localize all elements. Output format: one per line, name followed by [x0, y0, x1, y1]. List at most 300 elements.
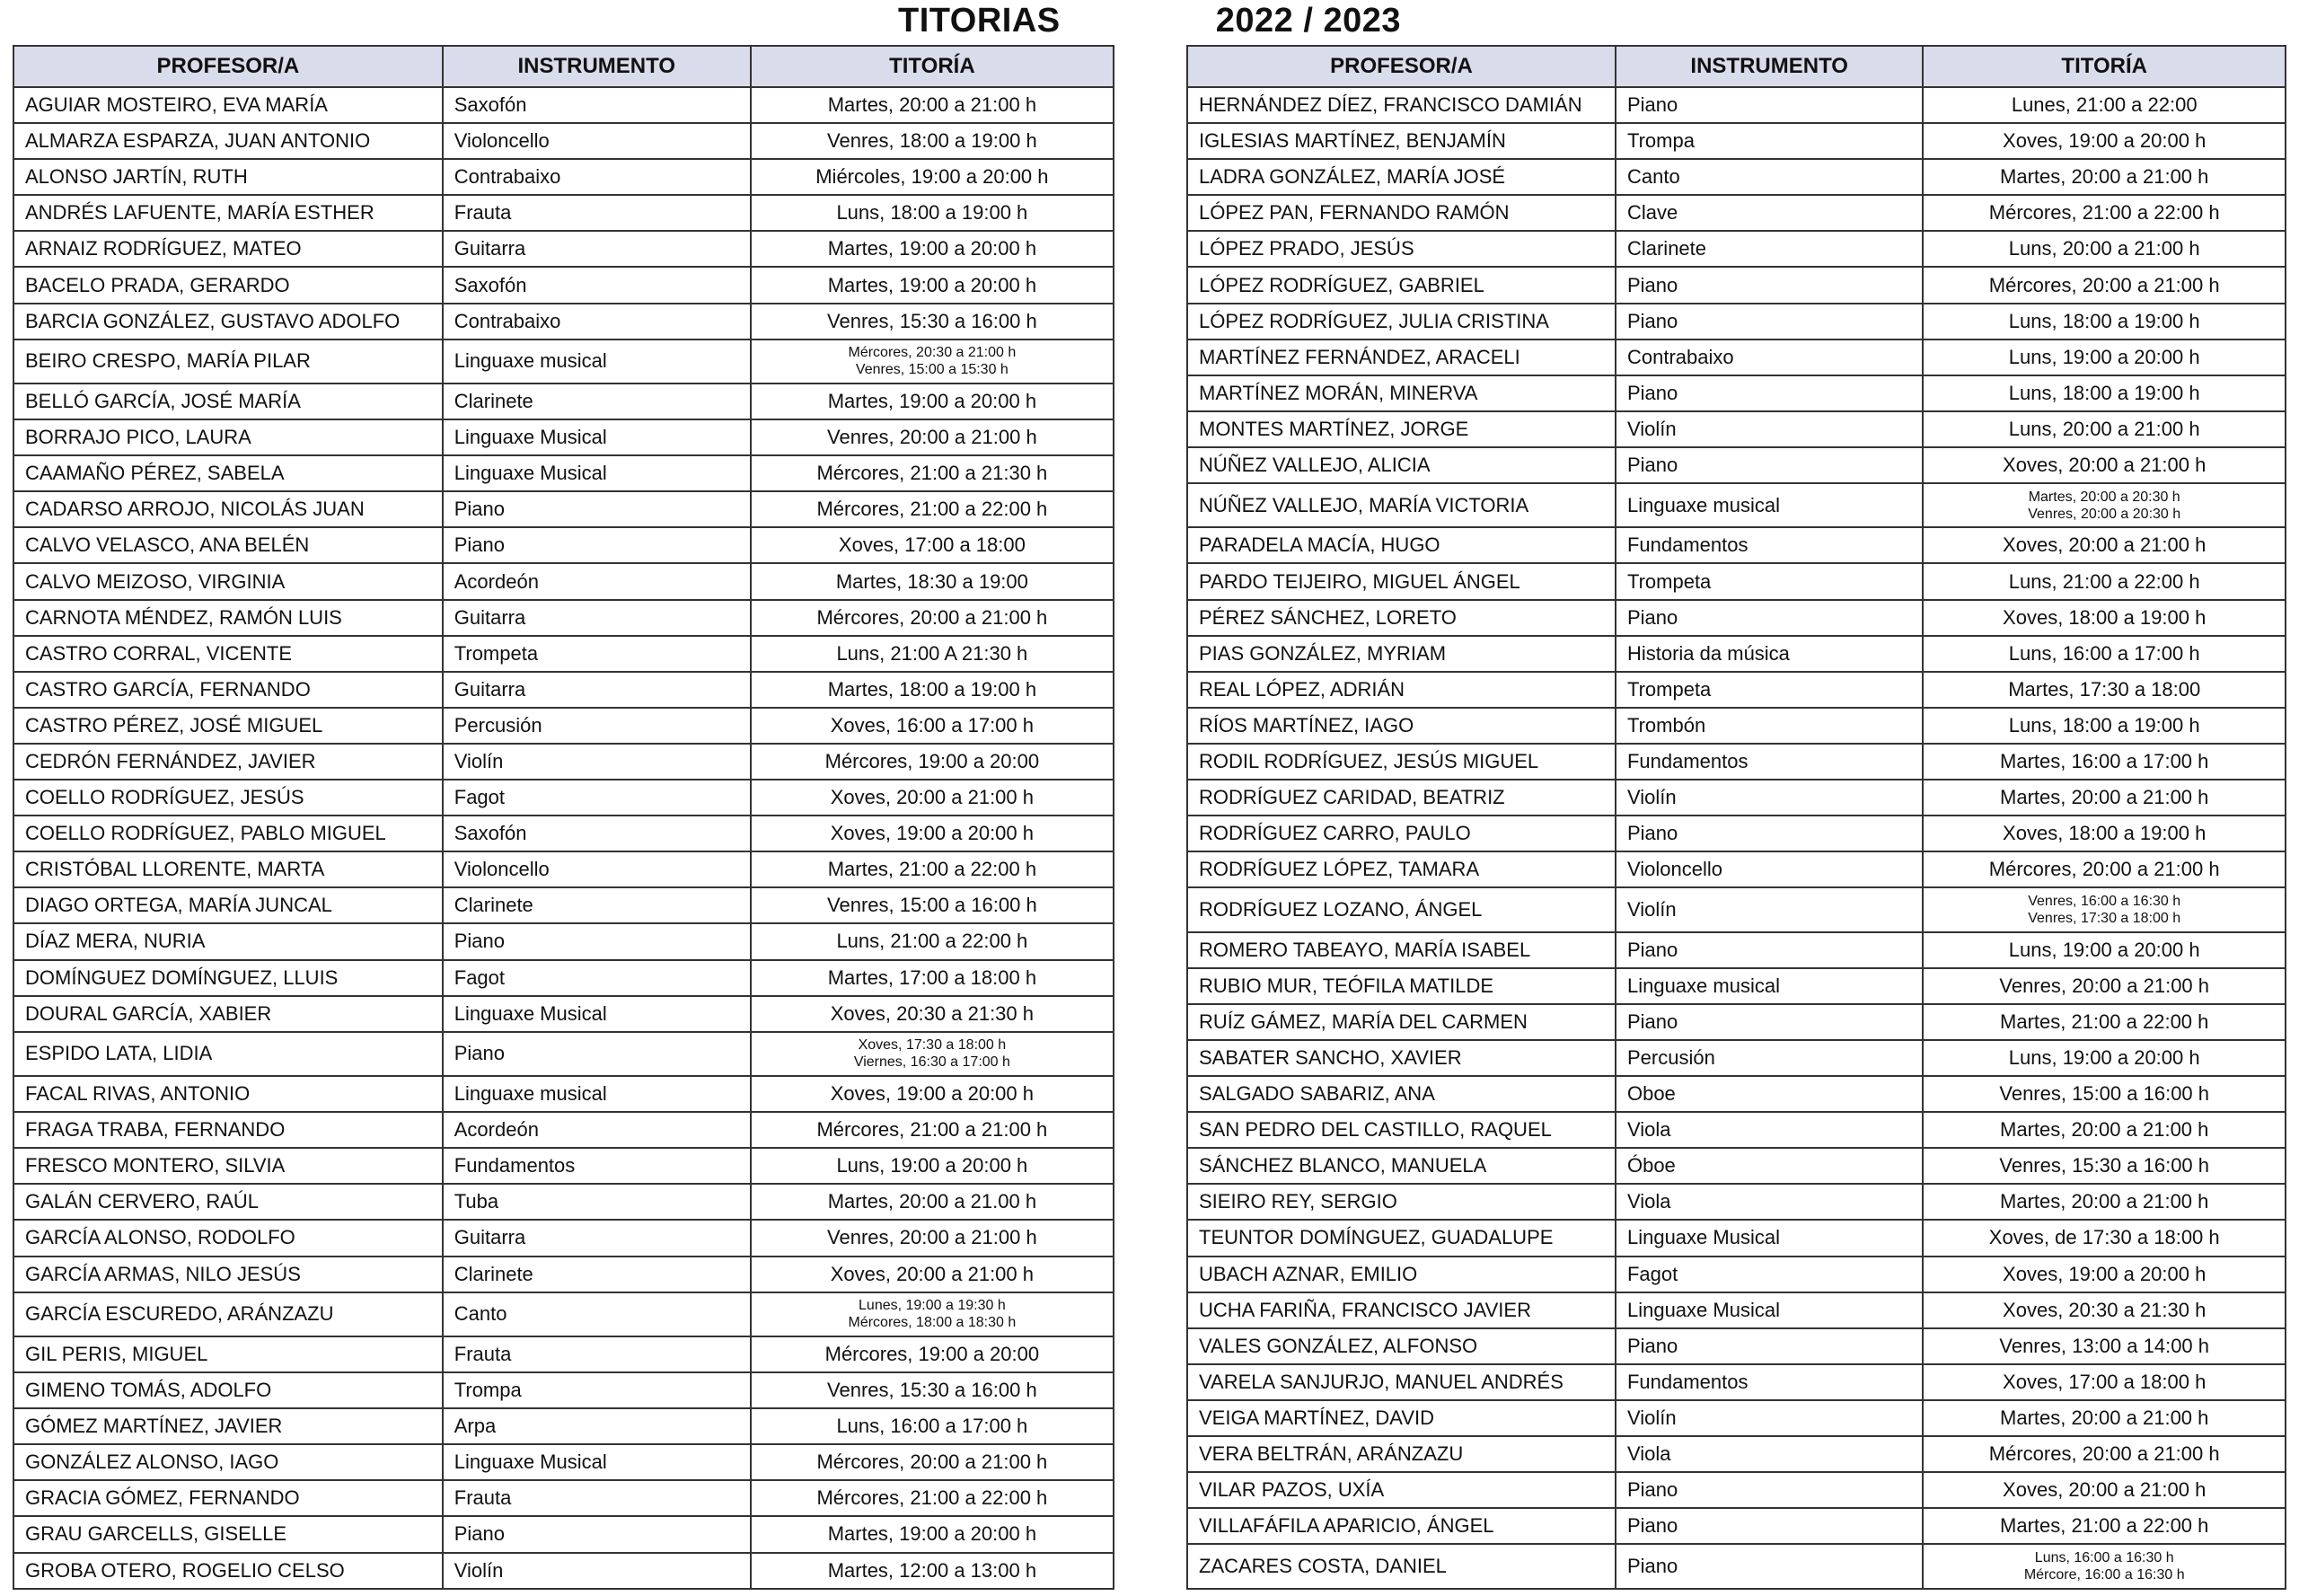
tutoring-time — [1923, 123, 2286, 159]
tutoring-time — [1923, 1508, 2286, 1544]
teacher-name: SIEIRO REY, SERGIO — [1187, 1184, 1616, 1220]
tutoring-time — [751, 1408, 1114, 1444]
instrument: Piano — [443, 923, 751, 959]
tutoring-time — [751, 600, 1114, 636]
tutoring-slot: Xoves, 17:30 a 18:00 h — [858, 1037, 1007, 1054]
tutoring-time — [751, 960, 1114, 996]
teacher-name: GALÁN CERVERO, RAÚL — [13, 1184, 443, 1220]
tutoring-time — [1923, 483, 2286, 527]
table-row — [1187, 375, 2286, 411]
tutoring-time — [751, 744, 1114, 780]
instrument: Fagot — [1616, 1257, 1923, 1292]
tutoring-slot: Martes, 20:00 a 21:00 h — [2000, 1118, 2209, 1142]
tutoring-time — [1923, 1436, 2286, 1472]
tutoring-time — [1923, 1544, 2286, 1589]
tutoring-slot: Martes, 19:00 a 20:00 h — [827, 390, 1037, 413]
table-row — [1187, 1328, 2286, 1364]
tutoring-time — [1923, 87, 2286, 123]
table-row — [1187, 231, 2286, 267]
tutoring-slot: Martes, 21:00 a 22:00 h — [827, 858, 1037, 881]
instrument: Linguaxe musical — [1616, 483, 1923, 527]
instrument: Fundamentos — [1616, 1364, 1923, 1400]
instrument: Viola — [1616, 1184, 1923, 1220]
tutoring-time — [1923, 1364, 2286, 1400]
tutoring-slot: Venres, 16:00 a 16:30 h — [2028, 893, 2181, 909]
tutoring-slot: Venres, 15:30 a 16:00 h — [1999, 1154, 2210, 1177]
tutoring-time — [1923, 932, 2286, 968]
instrument: Violín — [1616, 780, 1923, 816]
instrument: Guitarra — [443, 600, 751, 636]
teacher-name: GIL PERIS, MIGUEL — [13, 1336, 443, 1372]
tutoring-time — [1923, 1328, 2286, 1364]
tutoring-slot: Xoves, 18:00 a 19:00 h — [2003, 605, 2207, 629]
instrument: Linguaxe musical — [1616, 968, 1923, 1004]
tutoring-slot: Luns, 21:00 a 22:00 h — [836, 930, 1028, 953]
teacher-name: SALGADO SABARIZ, ANA — [1187, 1076, 1616, 1112]
tutoring-slot: Mércores, 21:00 a 22:00 h — [816, 1486, 1048, 1510]
tutoring-slot: Luns, 20:00 a 21:00 h — [2008, 237, 2200, 260]
instrument: Canto — [443, 1292, 751, 1336]
teacher-name: GROBA OTERO, ROGELIO CELSO — [13, 1553, 443, 1590]
tutoring-time — [1923, 887, 2286, 931]
instrument: Percusión — [1616, 1040, 1923, 1076]
table-row — [1187, 932, 2286, 968]
tutoring-slot: Mércores, 20:30 a 21:00 h — [848, 345, 1017, 361]
table-row — [13, 996, 1114, 1032]
table-row — [1187, 563, 2286, 599]
teacher-name: VERA BELTRÁN, ARÁNZAZU — [1187, 1436, 1616, 1472]
tutoring-slot: Xoves, 18:00 a 19:00 h — [2003, 822, 2207, 845]
instrument: Piano — [1616, 304, 1923, 339]
tutoring-slot: Luns, 19:00 a 20:00 h — [836, 1154, 1028, 1177]
tutoring-slot: Xoves, de 17:30 a 18:00 h — [1988, 1226, 2220, 1249]
title-year: 2022 / 2023 — [1215, 1, 1401, 40]
instrument: Canto — [1616, 159, 1923, 195]
teacher-name: LÓPEZ RODRÍGUEZ, JULIA CRISTINA — [1187, 304, 1616, 339]
instrument: Piano — [1616, 375, 1923, 411]
teacher-name: ROMERO TABEAYO, MARÍA ISABEL — [1187, 932, 1616, 968]
table-row — [1187, 411, 2286, 447]
table-row — [13, 195, 1114, 231]
teacher-name: UCHA FARIÑA, FRANCISCO JAVIER — [1187, 1292, 1616, 1328]
tutoring-time — [751, 1292, 1114, 1336]
teacher-name: GIMENO TOMÁS, ADOLFO — [13, 1372, 443, 1408]
tutoring-slot: Martes, 18:00 a 19:00 h — [827, 677, 1037, 701]
table-row — [1187, 159, 2286, 195]
table-row — [1187, 636, 2286, 672]
table-row — [13, 231, 1114, 267]
tutoring-time — [1923, 563, 2286, 599]
tutoring-time — [751, 996, 1114, 1032]
tutoring-time — [751, 384, 1114, 419]
tutoring-time — [1923, 1292, 2286, 1328]
tutoring-slot: Martes, 20:00 a 20:30 h — [2028, 489, 2180, 505]
instrument: Violoncello — [443, 851, 751, 887]
table-row — [1187, 123, 2286, 159]
header-profesor: PROFESOR/A — [1187, 46, 1616, 87]
tutoring-slot: Luns, 21:00 a 22:00 h — [2008, 569, 2200, 593]
tutoring-time — [1923, 1220, 2286, 1256]
instrument: Trombón — [1616, 708, 1923, 744]
teacher-name: RODRÍGUEZ LOZANO, ÁNGEL — [1187, 887, 1616, 931]
tutoring-time — [1923, 1076, 2286, 1112]
instrument: Guitarra — [443, 231, 751, 267]
instrument: Piano — [1616, 600, 1923, 636]
tutoring-time — [1923, 968, 2286, 1004]
teacher-name: RODRÍGUEZ LÓPEZ, TAMARA — [1187, 851, 1616, 887]
instrument: Contrabaixo — [443, 159, 751, 195]
teacher-name: ZACARES COSTA, DANIEL — [1187, 1544, 1616, 1589]
instrument: Fagot — [443, 960, 751, 996]
teacher-name: LÓPEZ PAN, FERNANDO RAMÓN — [1187, 195, 1616, 231]
table-row — [1187, 1040, 2286, 1076]
tutoring-time — [1923, 339, 2286, 375]
tutoring-slot: Venres, 20:00 a 21:00 h — [827, 426, 1037, 449]
table-row — [1187, 1436, 2286, 1472]
tutoring-slot: Martes, 20:00 a 21:00 h — [827, 93, 1037, 117]
teacher-name: VILAR PAZOS, UXÍA — [1187, 1472, 1616, 1508]
teacher-name: CARNOTA MÉNDEZ, RAMÓN LUIS — [13, 600, 443, 636]
tutoring-slot: Martes, 17:30 a 18:00 — [2008, 677, 2201, 701]
teacher-name: COELLO RODRÍGUEZ, JESÚS — [13, 780, 443, 816]
teacher-name: ANDRÉS LAFUENTE, MARÍA ESTHER — [13, 195, 443, 231]
table-row — [1187, 672, 2286, 708]
tutoring-slot: Xoves, 20:00 a 21:00 h — [830, 786, 1035, 809]
teacher-name: LÓPEZ PRADO, JESÚS — [1187, 231, 1616, 267]
table-row — [1187, 1544, 2286, 1589]
tutoring-slot: Luns, 16:00 a 17:00 h — [836, 1415, 1028, 1438]
tutoring-slot: Martes, 20:00 a 21:00 h — [2000, 786, 2209, 809]
table-row — [13, 1112, 1114, 1148]
instrument: Clave — [1616, 195, 1923, 231]
tutoring-time — [751, 1076, 1114, 1112]
teacher-name: FACAL RIVAS, ANTONIO — [13, 1076, 443, 1112]
instrument: Saxofón — [443, 267, 751, 303]
tutoring-slot: Venres, 20:00 a 21:00 h — [827, 1226, 1037, 1249]
tutoring-time — [751, 1112, 1114, 1148]
tutoring-slot: Xoves, 19:00 a 20:00 h — [2003, 129, 2207, 153]
table-row — [13, 1408, 1114, 1444]
tutoring-slot: Miércoles, 19:00 a 20:00 h — [815, 165, 1049, 189]
teacher-name: DIAGO ORTEGA, MARÍA JUNCAL — [13, 887, 443, 923]
tutoring-time — [1923, 851, 2286, 887]
table-row — [13, 563, 1114, 599]
teacher-name: CALVO VELASCO, ANA BELÉN — [13, 527, 443, 563]
instrument: Viola — [1616, 1112, 1923, 1148]
instrument: Trompa — [1616, 123, 1923, 159]
instrument: Trompeta — [1616, 563, 1923, 599]
tutoring-time — [751, 159, 1114, 195]
teacher-name: GARCÍA ARMAS, NILO JESÚS — [13, 1257, 443, 1292]
teacher-name: SÁNCHEZ BLANCO, MANUELA — [1187, 1148, 1616, 1184]
tutoring-slot: Xoves, 17:00 a 18:00 — [838, 533, 1026, 557]
tutoring-slot: Luns, 18:00 a 19:00 h — [2008, 381, 2200, 404]
table-row — [1187, 1292, 2286, 1328]
table-row — [13, 419, 1114, 455]
instrument: Violín — [1616, 1400, 1923, 1436]
teacher-name: NÚÑEZ VALLEJO, MARÍA VICTORIA — [1187, 483, 1616, 527]
instrument: Fagot — [443, 780, 751, 816]
tutoring-slot: Venres, 20:00 a 21:00 h — [1999, 974, 2210, 997]
instrument: Fundamentos — [1616, 527, 1923, 563]
tutoring-time — [1923, 527, 2286, 563]
teacher-name: RÍOS MARTÍNEZ, IAGO — [1187, 708, 1616, 744]
tutoring-slot: Venres, 15:30 a 16:00 h — [827, 309, 1037, 332]
tutoring-time — [1923, 375, 2286, 411]
teacher-name: CALVO MEIZOSO, VIRGINIA — [13, 563, 443, 599]
tutoring-slot: Xoves, 19:00 a 20:00 h — [2003, 1262, 2207, 1285]
instrument: Piano — [443, 1516, 751, 1552]
tutoring-time — [1923, 1257, 2286, 1292]
instrument: Piano — [443, 527, 751, 563]
table-row — [13, 851, 1114, 887]
table-row — [13, 267, 1114, 303]
instrument: Piano — [1616, 816, 1923, 851]
tutoring-time — [1923, 1148, 2286, 1184]
table-row — [13, 780, 1114, 816]
teacher-name: RODRÍGUEZ CARIDAD, BEATRIZ — [1187, 780, 1616, 816]
tutoring-time — [751, 1372, 1114, 1408]
teacher-name: VALES GONZÁLEZ, ALFONSO — [1187, 1328, 1616, 1364]
instrument: Linguaxe Musical — [443, 996, 751, 1032]
instrument: Piano — [443, 1032, 751, 1076]
teacher-name: TEUNTOR DOMÍNGUEZ, GUADALUPE — [1187, 1220, 1616, 1256]
tutoring-slot: Luns, 18:00 a 19:00 h — [2008, 713, 2200, 736]
teacher-name: PARADELA MACÍA, HUGO — [1187, 527, 1616, 563]
teacher-name: VILLAFÁFILA APARICIO, ÁNGEL — [1187, 1508, 1616, 1544]
tutoring-time — [1923, 816, 2286, 851]
tutoring-slot: Luns, 18:00 a 19:00 h — [2008, 309, 2200, 332]
table-row — [1187, 1472, 2286, 1508]
table-row — [1187, 447, 2286, 483]
tutoring-slot: Mércores, 21:00 a 21:00 h — [816, 1118, 1048, 1142]
table-row — [1187, 744, 2286, 780]
tutoring-time — [751, 636, 1114, 672]
tutoring-slot: Martes, 17:00 a 18:00 h — [827, 966, 1037, 989]
tutoring-time — [1923, 159, 2286, 195]
table-row — [13, 1076, 1114, 1112]
table-row — [13, 960, 1114, 996]
teacher-name: GARCÍA ALONSO, RODOLFO — [13, 1220, 443, 1256]
instrument: Trompeta — [1616, 672, 1923, 708]
table-row — [13, 304, 1114, 339]
instrument: Contrabaixo — [1616, 339, 1923, 375]
teacher-name: PIAS GONZÁLEZ, MYRIAM — [1187, 636, 1616, 672]
tutoring-time — [751, 708, 1114, 744]
table-row — [1187, 1220, 2286, 1256]
instrument: Violín — [1616, 411, 1923, 447]
instrument: Tuba — [443, 1184, 751, 1220]
tutoring-table-left — [13, 45, 1114, 1590]
tutoring-slot: Luns, 20:00 a 21:00 h — [2008, 417, 2200, 440]
tutoring-time — [751, 1444, 1114, 1480]
instrument: Oboe — [1616, 1076, 1923, 1112]
instrument: Piano — [1616, 1004, 1923, 1040]
teacher-name: ESPIDO LATA, LIDIA — [13, 1032, 443, 1076]
tutoring-slot: Venres, 15:30 a 16:00 h — [827, 1379, 1037, 1402]
teacher-name: BARCIA GONZÁLEZ, GUSTAVO ADOLFO — [13, 304, 443, 339]
instrument: Violín — [443, 1553, 751, 1590]
teacher-name: GARCÍA ESCUREDO, ARÁNZAZU — [13, 1292, 443, 1336]
table-row — [13, 1184, 1114, 1220]
tutoring-time — [1923, 267, 2286, 303]
document-title — [898, 0, 1401, 41]
tutoring-time — [1923, 1472, 2286, 1508]
tutoring-time — [751, 1480, 1114, 1516]
tutoring-slot: Mércores, 19:00 a 20:00 — [824, 749, 1040, 772]
table-row — [1187, 1257, 2286, 1292]
instrument: Violín — [443, 744, 751, 780]
instrument: Linguaxe Musical — [443, 455, 751, 491]
table-row — [1187, 1004, 2286, 1040]
teacher-name: CASTRO GARCÍA, FERNANDO — [13, 672, 443, 708]
tutoring-time — [1923, 1400, 2286, 1436]
table-row — [13, 87, 1114, 123]
table-row — [1187, 1184, 2286, 1220]
teacher-name: BEIRO CRESPO, MARÍA PILAR — [13, 339, 443, 384]
instrument: Óboe — [1616, 1148, 1923, 1184]
table-row — [13, 816, 1114, 851]
tutoring-time — [751, 1148, 1114, 1184]
teacher-name: FRAGA TRABA, FERNANDO — [13, 1112, 443, 1148]
teacher-name: LÓPEZ RODRÍGUEZ, GABRIEL — [1187, 267, 1616, 303]
tutoring-time — [751, 195, 1114, 231]
tutoring-time — [751, 527, 1114, 563]
teacher-name: CASTRO PÉREZ, JOSÉ MIGUEL — [13, 708, 443, 744]
teacher-name: MARTÍNEZ MORÁN, MINERVA — [1187, 375, 1616, 411]
teacher-name: RODIL RODRÍGUEZ, JESÚS MIGUEL — [1187, 744, 1616, 780]
header-row — [13, 46, 1114, 87]
tutoring-slot: Lunes, 21:00 a 22:00 — [2011, 93, 2198, 117]
tutoring-slot: Xoves, 19:00 a 20:00 h — [830, 1082, 1035, 1106]
table-row — [1187, 1112, 2286, 1148]
tutoring-time — [1923, 780, 2286, 816]
header-instrumento: INSTRUMENTO — [1616, 46, 1923, 87]
tutoring-time — [751, 851, 1114, 887]
tutoring-slot: Luns, 18:00 a 19:00 h — [836, 201, 1028, 225]
tutoring-slot: Luns, 21:00 A 21:30 h — [836, 641, 1028, 665]
instrument: Violín — [1616, 887, 1923, 931]
table-row — [1187, 851, 2286, 887]
instrument: Piano — [1616, 447, 1923, 483]
tutoring-time — [1923, 1004, 2286, 1040]
table-row — [1187, 887, 2286, 931]
table-row — [1187, 1400, 2286, 1436]
teacher-name: DOMÍNGUEZ DOMÍNGUEZ, LLUIS — [13, 960, 443, 996]
tutoring-slot: Martes, 19:00 a 20:00 h — [827, 1522, 1037, 1546]
table-row — [13, 1292, 1114, 1336]
teacher-name: ALMARZA ESPARZA, JUAN ANTONIO — [13, 123, 443, 159]
tutoring-table-right — [1186, 45, 2286, 1590]
teacher-name: RUÍZ GÁMEZ, MARÍA DEL CARMEN — [1187, 1004, 1616, 1040]
tutoring-slot: Venres, 15:00 a 16:00 h — [827, 894, 1037, 917]
table-row — [1187, 816, 2286, 851]
teacher-name: LADRA GONZÁLEZ, MARÍA JOSÉ — [1187, 159, 1616, 195]
instrument: Piano — [1616, 1472, 1923, 1508]
teacher-name: GRAU GARCELLS, GISELLE — [13, 1516, 443, 1552]
instrument: Saxofón — [443, 816, 751, 851]
tutoring-slot: Venres, 20:00 a 20:30 h — [2028, 506, 2181, 522]
tutoring-time — [1923, 195, 2286, 231]
tutoring-time — [751, 419, 1114, 455]
tutoring-slot: Xoves, 20:00 a 21:00 h — [2003, 453, 2207, 476]
tutoring-slot: Luns, 16:00 a 16:30 h — [2034, 1550, 2174, 1566]
instrument: Acordeón — [443, 563, 751, 599]
table-row — [1187, 1076, 2286, 1112]
table-row — [13, 1553, 1114, 1590]
table-row — [1187, 483, 2286, 527]
tutoring-slot: Mércores, 20:00 a 21:00 h — [1988, 273, 2220, 296]
tutoring-time — [751, 1516, 1114, 1552]
tutoring-time — [751, 1553, 1114, 1590]
tutoring-time — [1923, 1184, 2286, 1220]
teacher-name: VARELA SANJURJO, MANUEL ANDRÉS — [1187, 1364, 1616, 1400]
teacher-name: DÍAZ MERA, NURIA — [13, 923, 443, 959]
table-row — [13, 1516, 1114, 1552]
instrument: Guitarra — [443, 1220, 751, 1256]
teacher-name: MARTÍNEZ FERNÁNDEZ, ARACELI — [1187, 339, 1616, 375]
tutoring-slot: Martes, 20:00 a 21.00 h — [827, 1190, 1037, 1213]
tutoring-time — [1923, 636, 2286, 672]
tutoring-slot: Martes, 12:00 a 13:00 h — [827, 1558, 1037, 1582]
tutoring-slot: Xoves, 20:00 a 21:00 h — [830, 1262, 1035, 1285]
tutoring-time — [1923, 744, 2286, 780]
table-row — [1187, 1148, 2286, 1184]
table-body-left — [13, 87, 1114, 1589]
table-row — [13, 1444, 1114, 1480]
instrument: Frauta — [443, 195, 751, 231]
instrument: Piano — [1616, 267, 1923, 303]
teacher-name: GRACIA GÓMEZ, FERNANDO — [13, 1480, 443, 1516]
tutoring-time — [751, 1336, 1114, 1372]
tutoring-time — [751, 231, 1114, 267]
tutoring-time — [751, 672, 1114, 708]
instrument: Fundamentos — [1616, 744, 1923, 780]
table-row — [1187, 527, 2286, 563]
tutoring-slot: Luns, 19:00 a 20:00 h — [2008, 345, 2200, 368]
instrument: Linguaxe Musical — [443, 419, 751, 455]
instrument: Linguaxe musical — [443, 1076, 751, 1112]
tutoring-slot: Venres, 15:00 a 15:30 h — [855, 362, 1009, 378]
tutoring-slot: Martes, 20:00 a 21:00 h — [2000, 165, 2209, 189]
table-row — [13, 159, 1114, 195]
tutoring-slot: Venres, 18:00 a 19:00 h — [827, 129, 1037, 153]
header-titoria: TITORÍA — [1923, 46, 2286, 87]
table-body-right — [1187, 87, 2286, 1589]
teacher-name: GONZÁLEZ ALONSO, IAGO — [13, 1444, 443, 1480]
table-row — [13, 672, 1114, 708]
instrument: Clarinete — [443, 1257, 751, 1292]
teacher-name: CEDRÓN FERNÁNDEZ, JAVIER — [13, 744, 443, 780]
instrument: Violoncello — [443, 123, 751, 159]
tutoring-slot: Mércores, 21:00 a 21:30 h — [816, 462, 1048, 485]
teacher-name: COELLO RODRÍGUEZ, PABLO MIGUEL — [13, 816, 443, 851]
tutoring-slot: Luns, 19:00 a 20:00 h — [2008, 938, 2200, 961]
tutoring-time — [751, 923, 1114, 959]
teacher-name: PÉREZ SÁNCHEZ, LORETO — [1187, 600, 1616, 636]
table-row — [1187, 708, 2286, 744]
teacher-name: PARDO TEIJEIRO, MIGUEL ÁNGEL — [1187, 563, 1616, 599]
tutoring-time — [1923, 304, 2286, 339]
tutoring-slot: Mércores, 20:00 a 21:00 h — [816, 605, 1048, 629]
table-row — [13, 384, 1114, 419]
teacher-name: HERNÁNDEZ DÍEZ, FRANCISCO DAMIÁN — [1187, 87, 1616, 123]
table-row — [1187, 780, 2286, 816]
tutoring-slot: Martes, 19:00 a 20:00 h — [827, 237, 1037, 260]
header-row — [1187, 46, 2286, 87]
teacher-name: CADARSO ARROJO, NICOLÁS JUAN — [13, 491, 443, 527]
instrument: Piano — [1616, 87, 1923, 123]
